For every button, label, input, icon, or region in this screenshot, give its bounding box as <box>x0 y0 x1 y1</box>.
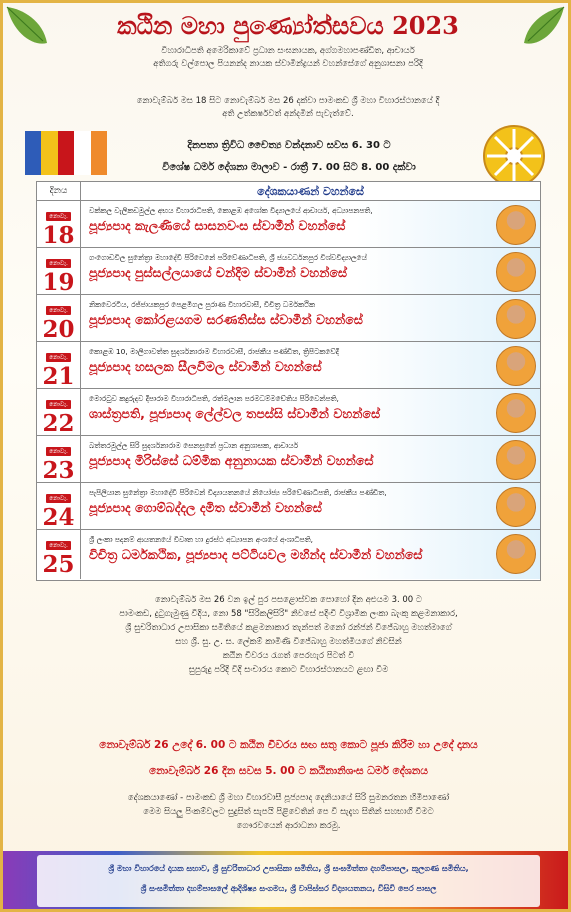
sermon-highlight: නොවැම්බර් 26 දින සවස 5. 00 ට කඨිනානිශංස ධර්ම දේශනය <box>149 765 428 777</box>
month-badge: නොවැ. <box>46 353 71 362</box>
table-row <box>37 389 540 436</box>
footer-organizers-1: ශ්‍රී මහා විහාරයේ දායක සභාව, ශ්‍රී සුචරිතාධාර උපාසිකා සමිතිය, ශ්‍රී සංඝමිත්තා දහම්පාසල, කුලගණ සමිතිය, <box>108 864 469 873</box>
preacher-title: කොළඹ 10, මාලිගාවත්ත සුදර්ශනාරාම විහාරවාසී, රාජකීය පණ්ඩිත, ත්‍රිපිටකවේදී <box>89 347 339 356</box>
header-preacher: දේශකයාණන් වහන්සේ <box>257 185 364 198</box>
bo-leaf-icon <box>3 3 61 61</box>
table-row <box>37 295 540 342</box>
monk-portrait <box>496 346 536 386</box>
preacher-title: පැපිලියාන සුනේත්‍රා මහාදේවී පිරිවෙන් විද්‍යායතනයේ නියෝජ්‍ය පරිවේණාධිපති, රාජකීය පණ්ඩිත, <box>89 488 387 497</box>
preacher-cell <box>81 483 540 529</box>
day-number: 23 <box>42 457 75 484</box>
monk-portrait <box>496 393 536 433</box>
preacher-cell <box>81 530 540 579</box>
page-title: කඨින මහා පුණ්‍යෝත්සවය 2023 <box>117 11 459 40</box>
intro-line: අතිගරු වල්පොල පියනන්ද නායක ස්වාමීන්ද්‍රයන් වහන්සේගේ අනුශාසනා පරිදි <box>153 59 423 69</box>
table-row <box>37 342 540 389</box>
body-line: සුපුරුදු පරිදි විදි සංචාරය කොට විහාරස්ථානයට ළඟා වීම <box>188 665 389 675</box>
date-cell <box>37 295 81 341</box>
preacher-cell <box>81 389 540 435</box>
monk-portrait <box>496 205 536 245</box>
month-badge: නොවැ. <box>46 259 71 268</box>
procession-text <box>37 593 540 677</box>
preacher-title: වක්කල වැලිකඩමුල්ල අභය විහාරාධිපති, කොළඹ අශෝක විද්‍යාලයේ ආචාර්ය, අධ්‍යාපනපති, <box>89 206 373 215</box>
preacher-name: පූජ්‍යපාද කෝරළයගම සරණතිස්ස ස්වාමීන් වහන්සේ <box>89 312 363 327</box>
month-badge: නොවැ. <box>46 306 71 315</box>
preacher-name: පූජ්‍යපාද මිරිස්සේ ධම්මික අනුනායක ස්වාමීන් වහන්සේ <box>89 453 374 468</box>
preacher-cell <box>81 201 540 247</box>
month-badge: නොවැ. <box>46 400 71 409</box>
monk-portrait <box>496 534 536 574</box>
preacher-title: බත්තරමුල්ල සිරි සුදර්ශනාරාම සෙනසුනේ ප්‍රධාන අනුශාසක, ආචාර්ය <box>89 441 299 450</box>
preacher-cell <box>81 436 540 482</box>
intro-line: නොවැම්බර් මස 18 සිට නොවැම්බර් මස 26 දක්වා පාමංකඩ ශ්‍රී මහා විහාරස්ථානයේ දී <box>136 96 440 106</box>
intro-block-1 <box>73 45 503 71</box>
date-cell <box>37 483 81 529</box>
closing-line: මෙම සියලු පිංකම්වලට සුදුසිත් සැපයි පිළිවෙතින් පෙ වී සැදැහ සිතින් සහභාගී වීමට <box>143 807 434 817</box>
monk-portrait <box>496 252 536 292</box>
date-cell <box>37 530 81 579</box>
day-number: 19 <box>42 269 75 296</box>
buddhist-flag-icon <box>25 131 107 175</box>
month-badge: නොවැ. <box>46 541 71 550</box>
table-row <box>37 248 540 295</box>
date-cell <box>37 389 81 435</box>
intro-line: අති උත්කර්ෂවත් අන්දමින් පැවැත්වේ. <box>222 109 354 119</box>
preacher-title: ගංගොඩවිල සුනේත්‍රා මහාදේවී පිරිවෙනේ පරිවේණාධිපති, ශ්‍රී ජයවර්ධනපුර විශ්වවිද්‍යාලයේ <box>89 253 367 262</box>
preacher-name: පූජ්‍යපාද හසලක සීලවිමල ස්වාමීන් වහන්සේ <box>89 359 322 374</box>
day-number: 24 <box>42 504 75 531</box>
preacher-name: පූජ්‍යපාද ගොම්බද්දල දමිත ස්වාමීන් වහන්සේ <box>89 500 322 515</box>
date-cell <box>37 436 81 482</box>
special-sermon-schedule: විශේෂ ධර්ම දේශනා මාලාව - රාත්‍රී 7. 00 සිට 8. 00 දක්වා <box>162 162 416 173</box>
day-number: 22 <box>42 410 75 437</box>
preacher-title: ශ්‍රී ලංකා පදනම් ආයතනයේ විවෘත හා දුරස්ථ අධ්‍යාපන අංශයේ අංශාධිපති, <box>89 535 314 544</box>
month-badge: නොවැ. <box>46 212 71 221</box>
body-line: නොවැම්බර් මස 26 වන ඉල් පුර පසළොස්වක පොහෝ දින අළුයම 3. 00 ට <box>154 595 423 605</box>
day-number: 21 <box>42 363 75 390</box>
date-cell <box>37 248 81 294</box>
intro-block-2 <box>73 95 503 121</box>
body-line: සහ ශ්‍රී. සු. උ. ස. ලේකම් කාමිණි විජේබාහු මහත්මියගේ නිවසින් <box>175 637 402 647</box>
monk-portrait <box>496 440 536 480</box>
day-number: 25 <box>42 551 75 578</box>
closing-line: දේශකයාණෝ - පාමංකඩ ශ්‍රී මහා විහාරවාසී පූජ්‍යපාද දෙනියායේ සිරි සුමනරතන හිමිපාණෝ <box>127 793 450 803</box>
table-row <box>37 201 540 248</box>
date-cell <box>37 342 81 388</box>
preacher-name: විචිත්‍ර ධර්මකථික, පූජ්‍යපාද පට්ටියවල මහින්ද ස්වාමීන් වහන්සේ <box>89 547 423 562</box>
table-header <box>37 182 540 201</box>
sermon-schedule-table <box>36 181 541 581</box>
monk-portrait <box>496 487 536 527</box>
day-number: 20 <box>42 316 75 343</box>
preacher-title: නිකවෙරටිය, රජ්ජායකපුර පෙළමිගල පුරාණ විහාරවාසී, විචිත්‍ර ධර්මකථික <box>89 300 316 309</box>
footer-organizers-2: ශ්‍රී සංඝමිත්තා දහම්පාසලේ ආදිශිෂ්‍ය සංගමය, ශ්‍රී වාපිස්සර විද්‍යායතනය, වීසිවි පෙර පාසල <box>140 884 437 893</box>
intro-line: විහාරාධිපති අමෙරිකාවේ ප්‍රධාන සංඝනායක, අග්ගමහාපණ්ඩිත, ආචාර්ය <box>161 46 415 56</box>
preacher-cell <box>81 295 540 341</box>
preacher-cell <box>81 342 540 388</box>
body-line: ශ්‍රී සුචරිතාධාර උපාසිකා සමිතියේ කළමනාකාර තැන්පත් මනෝ රන්ජන් විජේබාහු මහත්මාගේ <box>125 623 452 633</box>
offering-highlight: නොවැම්බර් 26 උදේ 6. 00 ට කඨින චීවරය සඟ සතු කොට පූජා කිරීම හා උදේ දානය <box>99 739 478 751</box>
bo-leaf-icon <box>510 3 568 61</box>
preacher-title: මොරටුව කදුරුදව දීපාරාම විහාරාධිපති, රත්මලාන පරමධම්මචේතිය පිරිවෙන්පති, <box>89 394 339 403</box>
preacher-name: පූජ්‍යපාද කැලණියේ සාසනවංස ස්වාමීන් වහන්සේ <box>89 218 346 233</box>
preacher-name: පූජ්‍යපාද පුස්සල්ලයායේ චන්දිම ස්වාමීන් වහන්සේ <box>89 265 348 280</box>
daily-schedule: දිනපතා ත්‍රිවිධ චෛත්‍ය වන්දනාව සවස 6. 30 ට <box>187 140 391 151</box>
header-day: දිනය <box>37 182 81 200</box>
day-number: 18 <box>42 222 75 249</box>
table-row <box>37 530 540 579</box>
preacher-name: ශාස්ත්‍රපති, පූජ්‍යපාද ලේල්වල තපස්සි ස්වාමීන් වහන්සේ <box>89 406 381 421</box>
table-row <box>37 483 540 530</box>
closing-text <box>37 791 540 833</box>
body-line: පාමංකඩ, දුටුගැමුණු වීදිය, නො 58 "සිරිකලිසිරි" නිවසේ පදිංචි විශ්‍රාමික ලංකා බැංකු කළමනාකාර, <box>119 609 458 619</box>
month-badge: නොවැ. <box>46 447 71 456</box>
preacher-cell <box>81 248 540 294</box>
monk-portrait <box>496 299 536 339</box>
closing-line: ගෞරවයෙන් ආරාධනා කරමු. <box>236 821 341 831</box>
table-row <box>37 436 540 483</box>
body-line: කඨින චීවරය රැගත් පෙරහැර පිටත් වී <box>222 651 355 661</box>
month-badge: නොවැ. <box>46 494 71 503</box>
date-cell <box>37 201 81 247</box>
